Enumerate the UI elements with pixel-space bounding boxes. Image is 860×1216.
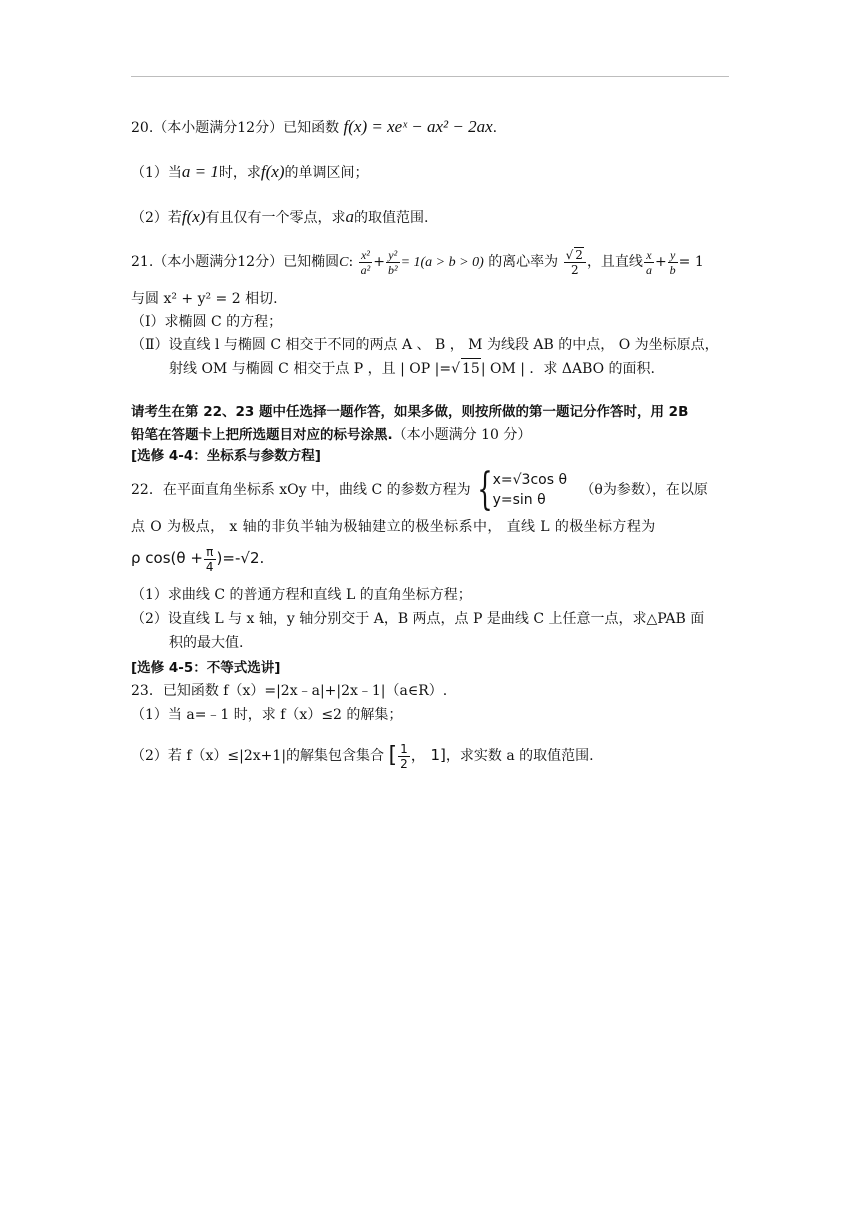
q21-part2-2a: 射线 OM 与椭圆 C 相交于点 P ，且 | OP |= [169,361,452,377]
q21-x2: x² [359,248,373,263]
q21-frac-y2b2 [386,248,400,277]
q21-y2: y² [386,248,400,263]
note-line2 [131,425,731,445]
note-line2-bold: 铅笔在答题卡上把所选题目对应的标号涂黑. [131,427,393,443]
q21-head: 21.（本小题满分12分）已知椭圆 [131,254,340,270]
q20-part2 [131,207,731,228]
q22-polar-pre: ρ cos(θ + [131,549,203,567]
q20-part1 [131,162,731,183]
q22-four: 4 [205,559,214,574]
q22-line2: 点 O 为极点， x 轴的非负半轴为极轴建立的极坐标系中， 直线 L 的极坐标方程为 [131,519,656,535]
q23-set-num: 1 [400,741,408,756]
note-line2-normal: （本小题满分 10 分） [392,427,532,443]
q21-sqrt2: 2 [575,248,583,262]
q21-la: a [645,262,652,277]
note-line1: 请考生在第 22、23 题中任选择一题作答，如果多做，则按所做的第一题记分作答时，用 2B [131,404,689,420]
q21-b2: b² [387,262,398,277]
q22-line1 [131,464,731,515]
q22-line1-post: （θ为参数），在以原 [580,482,708,498]
section-4-4-heading: [选修 4-4：坐标系与参数方程] [131,448,321,464]
q23-set-rest: ， 1] [410,746,446,764]
q23-set-open: [ [388,743,398,768]
q21-part2-line2: 射线 OM 与椭圆 C 相交于点 P ，且 | OP |=√ 15| OM | ．求 ΔABO 的面积. [131,358,769,379]
q22-param-system [493,470,567,510]
q20-formula: f(x) = xeˣ − ax² − 2ax [343,117,493,136]
q21-two: 2 [570,263,579,277]
q21-ecc-text: 的离心率为 [488,254,559,270]
q21-line-eq: = 1 [678,254,704,270]
q22-part1: （1）求曲线 C 的普通方程和直线 L 的直角坐标方程； [131,587,472,603]
q20-p1-pre: （1）当 [131,165,182,181]
q20-statement: 20.（本小题满分12分）已知函数 f(x) = xeˣ − ax² − 2ax. [131,117,498,136]
q20-p2-pre: （2）若 [131,210,182,226]
q20-p1-mid: 时，求 [218,165,261,181]
q23-part2 [131,738,731,773]
q21-lb: b [669,262,676,277]
section-4-5-heading: [选修 4-5：不等式选讲] [131,660,281,676]
q20-p2-mid: 有且仅有一个零点，求 [205,210,346,226]
q22-pi: π [204,545,216,560]
q21-part2-2b: | OM | ．求 ΔABO 的面积. [480,361,656,377]
q21-ellipse-c: C [339,255,349,270]
q21-statement: 21.（本小题满分12分）已知椭圆C: $\frac{\text{x²}}{\text{a²}}$ + $\frac{\text{y²}}{\text{b²}}$ = 1(a > b > 0) 的离心率为 $\frac{√ 2}{2}$ ，且直线 $\frac{x}{a}$ + $\frac{y}{b}$ = 1 [131,247,704,277]
q22-sys-y: y=sin θ [492,492,546,508]
q22-line1-pre: 22．在平面直角坐标系 xOy 中，曲线 C 的参数方程为 [131,482,471,498]
q20-head: 20.（本小题满分12分）已知函数 [131,120,340,136]
q21-ly: y [668,248,678,263]
q22-polar-post: )=-√2. [216,549,265,567]
q20-p1-cond: a = 1 [181,162,219,181]
q20-p2-fx: f(x) [181,207,206,226]
q21-line-text: ，且直线 [586,254,643,270]
q21-frac-x2a2 [359,248,373,277]
q20-p1-fx: f(x) [260,162,285,181]
q23-part1: （1）当 a=﹣1 时，求 f（x）≤2 的解集； [131,707,403,723]
q23-line1: 23．已知函数 f（x）=|2x﹣a|+|2x﹣1|（a∈R）. [131,683,448,699]
q22-part2-line1: （2）设直线 L 与 x 轴，y 轴分别交于 A，B 两点，点 P 是曲线 C 上任意一点，求△PAB 面 [131,611,705,627]
q22-pi-over-4 [204,545,216,574]
q21-line2: 与圆 x² + y² = 2 相切. [131,291,278,307]
q21-ecc-value: $\frac{√ 2}{2}$ [564,247,586,277]
q22-polar-equation [131,541,731,576]
header-rule [131,76,729,77]
q21-part2-line1: （Ⅱ）设直线 l 与椭圆 C 相交于不同的两点 A 、 B ， M 为线段 AB 的中点， O 为坐标原点， [131,337,719,353]
q21-lx: x [644,248,654,263]
q21-sqrt15: 15 [461,358,481,379]
q21-frac-yb [668,248,678,277]
q21-part1: （Ⅰ）求椭圆 C 的方程； [131,314,283,330]
q20-p2-a: a [345,207,355,226]
q23-p2-post: ，求实数 a 的取值范围. [445,748,594,764]
q23-set-frac [398,742,410,771]
q20-p2-post: 的取值范围. [354,210,429,226]
brace-icon: { [476,464,493,515]
q23-p2-pre: （2）若 f（x）≤|2x+1|的解集包含集合 [131,748,385,764]
q21-a2: a² [360,262,371,277]
q22-part2-line2: 积的最大值. [169,635,244,651]
q23-set-den: 2 [400,756,408,771]
q21-ellipse-cond: = 1(a > b > 0) [400,255,484,270]
q20-p1-post: 的单调区间； [284,165,369,181]
q21-frac-xa [644,248,654,277]
q22-sys-x: x=√3cos θ [492,472,568,488]
